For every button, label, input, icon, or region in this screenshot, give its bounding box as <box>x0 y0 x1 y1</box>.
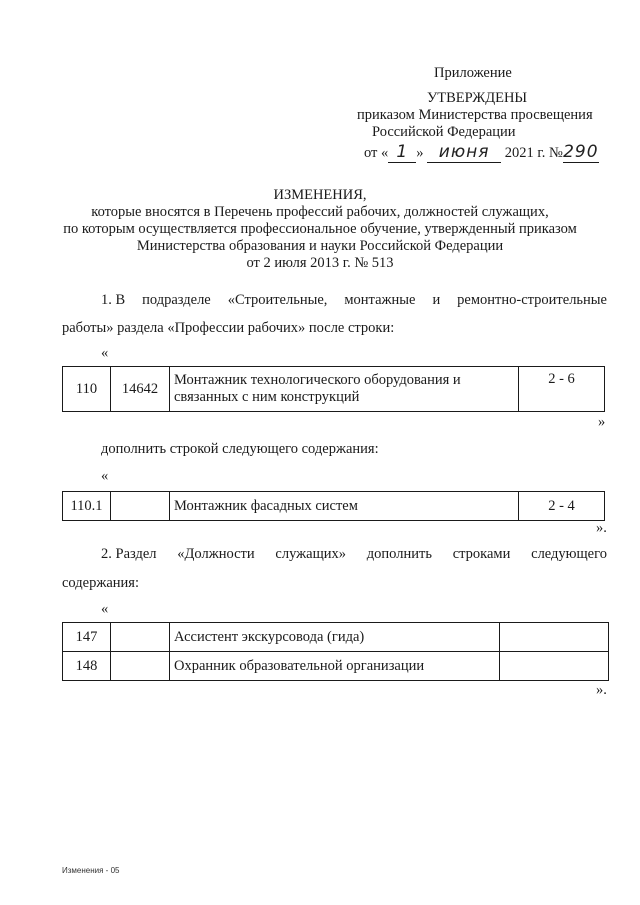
positions-table <box>62 622 609 681</box>
date-year: 2021 г. № <box>504 145 563 161</box>
close-quote: » <box>598 414 606 430</box>
table-row <box>63 623 609 652</box>
doc-title-line-4: от 2 июля 2013 г. № 513 <box>246 255 394 271</box>
row-code <box>111 623 170 652</box>
row-name: Монтажник технологического оборудования и связанных с ним конструкций <box>170 367 519 412</box>
open-quote: « <box>101 601 109 617</box>
date-mid: » <box>416 145 424 161</box>
profession-table-new-row <box>62 491 605 521</box>
row-grade: 2 - 4 <box>519 492 605 521</box>
row-grade <box>500 623 609 652</box>
order-number: 290 <box>563 142 599 162</box>
row-number: 147 <box>63 623 111 652</box>
row-grade: 2 - 6 <box>519 367 605 412</box>
row-number: 110 <box>63 367 111 412</box>
row-name: Ассистент экскурсовода (гида) <box>170 623 500 652</box>
row-code: 14642 <box>111 367 170 412</box>
close-quote: ». <box>596 682 607 698</box>
page-footer: Изменения - 05 <box>62 866 120 875</box>
section1-paragraph-line-2: работы» раздела «Профессии рабочих» после строки: <box>62 320 395 336</box>
table-row <box>63 652 609 681</box>
row-grade <box>500 652 609 681</box>
approved-label: УТВЕРЖДЕНЫ <box>427 90 528 106</box>
row-name: Монтажник фасадных систем <box>170 492 519 521</box>
close-quote: ». <box>596 520 607 536</box>
profession-table-existing-row <box>62 366 605 412</box>
doc-title-line-1: которые вносятся в Перечень профессий рабочих, должностей служащих, <box>91 204 549 220</box>
open-quote: « <box>101 345 109 361</box>
doc-title-line-2: по которым осуществляется профессиональное обучение, утвержденный приказом <box>63 221 577 237</box>
section2-paragraph-line-1: 2. Раздел «Должности служащих» дополнить строками следующего <box>101 546 607 562</box>
order-date-line <box>364 144 599 163</box>
appendix-label: Приложение <box>434 65 512 81</box>
add-line-text: дополнить строкой следующего содержания: <box>101 441 379 457</box>
doc-heading: ИЗМЕНЕНИЯ, <box>273 187 367 203</box>
row-name: Охранник образовательной организации <box>170 652 500 681</box>
row-number: 110.1 <box>63 492 111 521</box>
doc-title-line-3: Министерства образования и науки Российской Федерации <box>136 238 504 254</box>
table-row <box>63 367 605 412</box>
date-prefix: от « <box>364 145 389 161</box>
order-line-2: Российской Федерации <box>372 124 516 140</box>
table-row <box>63 492 605 521</box>
row-code <box>111 652 170 681</box>
open-quote: « <box>101 468 109 484</box>
order-line-1: приказом Министерства просвещения <box>357 107 593 123</box>
date-day: 1 <box>396 142 409 162</box>
section2-paragraph-line-2: содержания: <box>62 575 140 591</box>
section1-paragraph-line-1: 1. В подразделе «Строительные, монтажные и ремонтно-строительные <box>101 292 607 308</box>
row-number: 148 <box>63 652 111 681</box>
row-code <box>111 492 170 521</box>
date-month: июня <box>438 142 490 162</box>
